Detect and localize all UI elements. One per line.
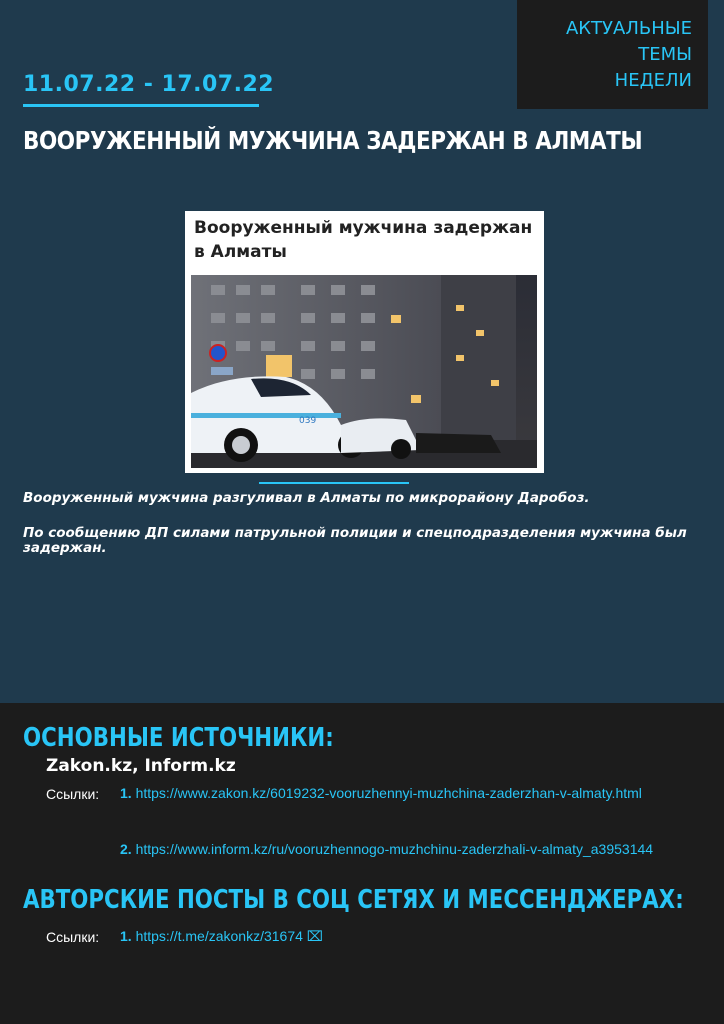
news-card <box>185 211 544 473</box>
link-url[interactable]: https://www.inform.kz/ru/vooruzhennogo-muzhchinu-zaderzhali-v-almaty_a3953144 <box>135 841 654 857</box>
link-suffix-icon: ⌧ <box>302 928 323 944</box>
page-headline: ВООРУЖЕННЫЙ МУЖЧИНА ЗАДЕРЖАН В АЛМАТЫ <box>23 126 643 155</box>
source-link-1[interactable] <box>120 785 680 802</box>
link-url[interactable]: https://www.zakon.kz/6019232-vooruzhennyi-muzhchina-zaderzhan-v-almaty.html <box>135 785 642 801</box>
link-number: 1. <box>120 785 132 801</box>
link-url[interactable]: https://t.me/zakonkz/31674 <box>135 928 303 944</box>
paragraph-1: Вооруженный мужчина разгуливал в Алматы по микрорайону Даробоз. <box>23 490 590 506</box>
social-links-label: Ссылки: <box>46 929 100 945</box>
paragraph-2: По сообщению ДП силами патрульной полиции и спецподразделения мужчина был задержан. <box>23 525 687 556</box>
date-underline <box>23 104 259 107</box>
link-number: 1. <box>120 928 132 944</box>
separator-line <box>259 482 409 484</box>
social-link-1[interactable] <box>120 928 680 945</box>
sources-list: Zakon.kz, Inform.kz <box>46 756 236 776</box>
social-heading: АВТОРСКИЕ ПОСТЫ В СОЦ СЕТЯХ И МЕССЕНДЖЕРАХ: <box>23 885 684 915</box>
date-range: 11.07.22 - 17.07.22 <box>23 72 275 97</box>
link-number: 2. <box>120 841 132 857</box>
source-link-2[interactable] <box>120 841 680 858</box>
links-label: Ссылки: <box>46 786 100 802</box>
badge-line-1: АКТУАЛЬНЫЕ ТЕМЫ <box>565 18 692 65</box>
news-card-title: Вооруженный мужчина задержан в Алматы <box>194 218 533 262</box>
bottom-section <box>0 703 724 1024</box>
badge-line-2: НЕДЕЛИ <box>614 70 692 91</box>
sources-heading: ОСНОВНЫЕ ИСТОЧНИКИ: <box>23 723 334 753</box>
weekly-topics-badge <box>517 0 708 109</box>
news-photo <box>191 275 537 468</box>
car-number: 039 <box>299 416 317 426</box>
